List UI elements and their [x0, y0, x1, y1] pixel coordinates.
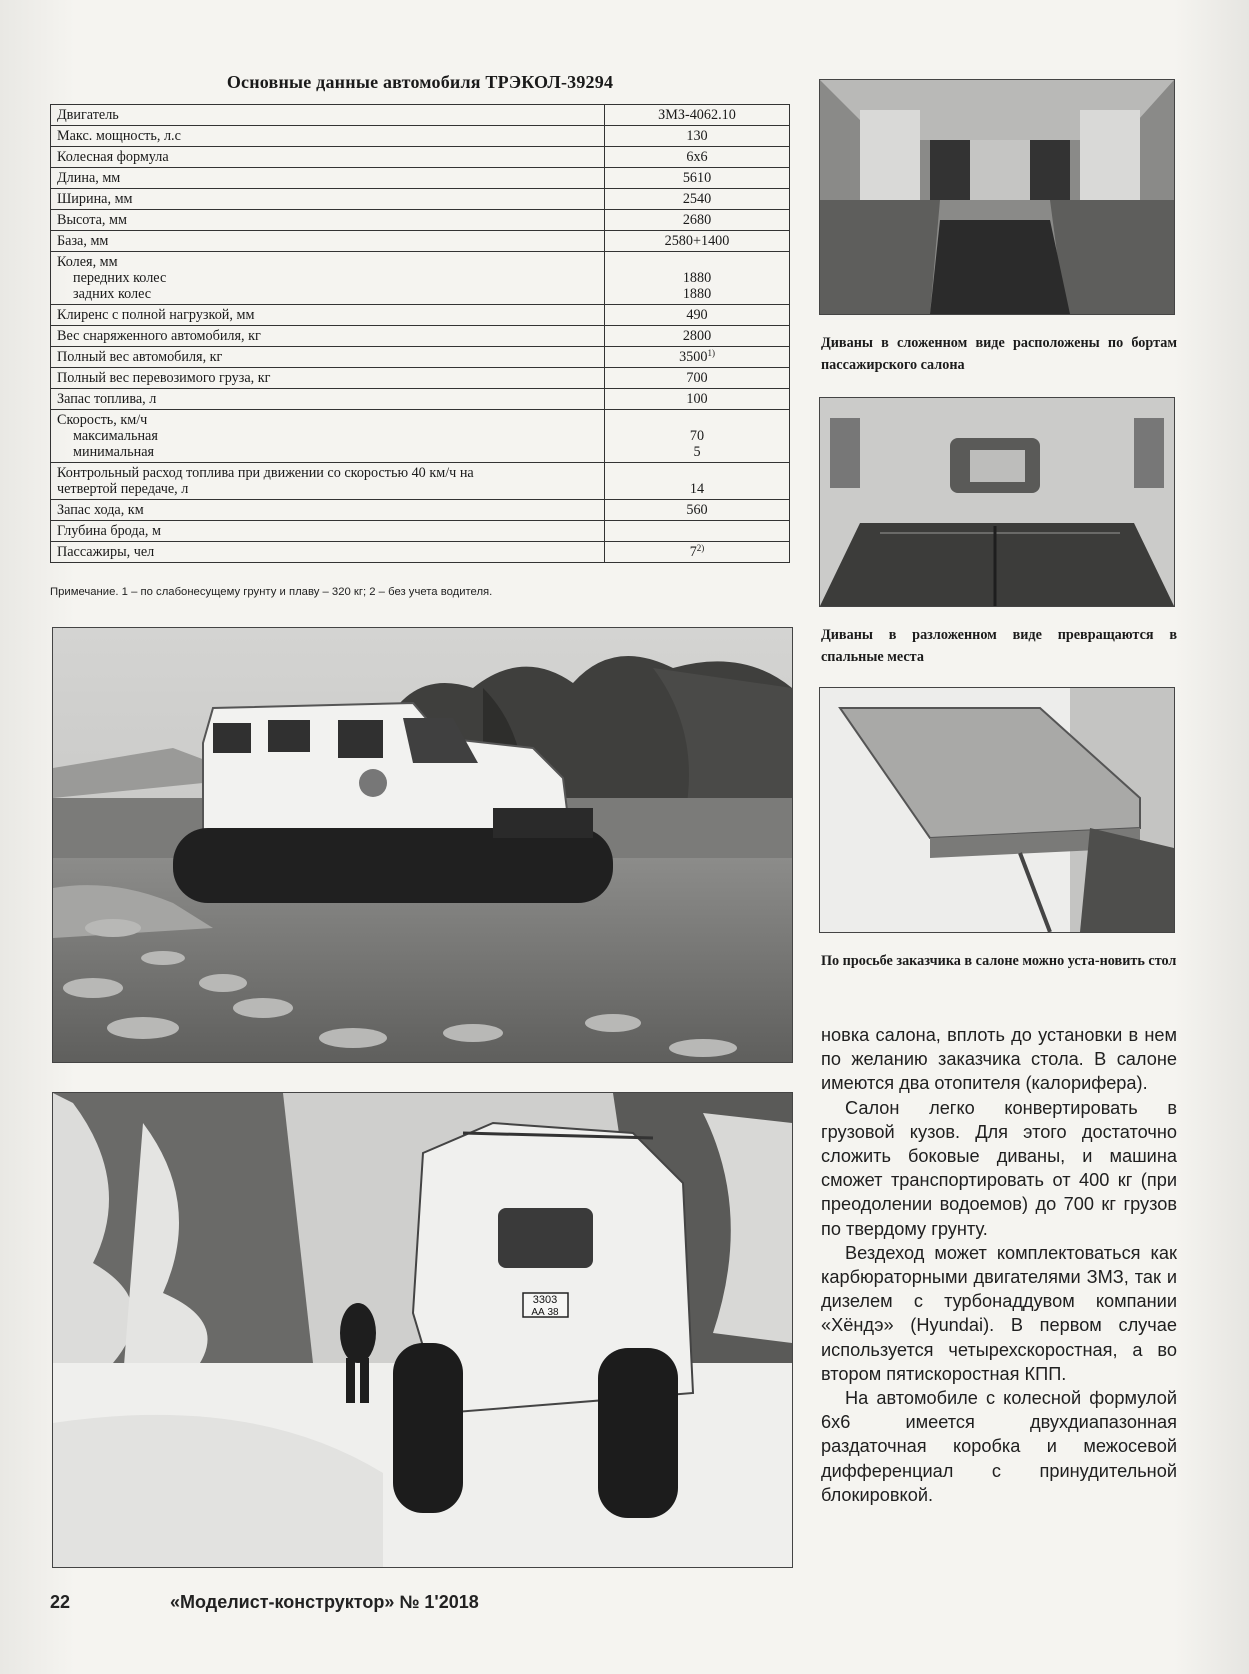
row-label-line: Контрольный расход топлива при движении со скоростью 40 км/ч на: [57, 465, 474, 481]
caption-sofas-folded: Диваны в сложенном виде расположены по бортам пассажирского салона: [821, 335, 1177, 373]
row-value: 100: [605, 389, 790, 410]
row-value: [605, 410, 790, 463]
interior-sofas-folded-photo: [819, 79, 1175, 315]
table-title: Основные данные автомобиля ТРЭКОЛ-39294: [226, 72, 614, 92]
table-row: [51, 231, 790, 252]
row-sublabel: минимальная: [73, 444, 155, 460]
table-row: [51, 147, 790, 168]
spec-table: [50, 104, 790, 563]
plate-number-bottom: АА 38: [531, 1307, 559, 1318]
value-text: 3500: [679, 349, 708, 365]
row-value: 2580+1400: [605, 231, 790, 252]
table-row: [51, 542, 790, 563]
row-label: Глубина брода, м: [51, 521, 605, 542]
table-row: [51, 210, 790, 231]
row-value: 130: [605, 126, 790, 147]
snow-vehicle-photo: [52, 1092, 793, 1568]
row-sublabel: максимальная: [73, 428, 158, 444]
row-label: Двигатель: [51, 105, 605, 126]
paragraph: Салон легко конвертировать в грузовой кузов. Для этого достаточно сложить боковые диваны, и машина сможет транспортировать от 400 кг (при преодолении водоемов) до 700 кг грузов по твердому грунту.: [821, 1097, 1177, 1239]
row-value: 6х6: [605, 147, 790, 168]
table-note: Примечание. 1 – по слабонесущему грунту и плаву – 320 кг; 2 – без учета водителя.: [50, 586, 493, 598]
row-label: [51, 463, 605, 500]
row-label: База, мм: [51, 231, 605, 252]
river-vehicle-photo: [52, 627, 793, 1063]
row-sublabel: задних колес: [73, 286, 152, 302]
row-label: Полный вес перевозимого груза, кг: [51, 368, 605, 389]
row-label: Высота, мм: [51, 210, 605, 231]
row-value: 5610: [605, 168, 790, 189]
interior-sofas-unfolded-photo: [819, 397, 1175, 607]
row-value: 2800: [605, 326, 790, 347]
row-value: 2540: [605, 189, 790, 210]
caption-sofas-unfolded: Диваны в разложенном виде превращаются в спальные места: [821, 627, 1177, 665]
paragraph: Вездеход может комплектоваться как карбюраторными двигателями ЗМЗ, так и дизелем с турбонаддувом компании «Хёндэ» (Hyundai). В первом случае используется четырехскоростная, а во втором пятискоростная КПП.: [821, 1242, 1177, 1384]
paragraph: новка салона, вплоть до установки в нем по желанию заказчика стола. В салоне имеются два отопителя (калорифера).: [821, 1025, 1177, 1094]
row-value: [605, 347, 790, 368]
table-row: [51, 126, 790, 147]
paragraph: На автомобиле с колесной формулой 6х6 имеется двухдиапазонная раздаточная коробка и межосевой дифференциал с принудительной блокировкой.: [821, 1388, 1177, 1505]
article-text: [821, 1023, 1177, 1507]
row-value: ЗМЗ-4062.10: [605, 105, 790, 126]
row-label: Клиренс с полной нагрузкой, мм: [51, 305, 605, 326]
table-row: [51, 410, 790, 463]
row-value: 700: [605, 368, 790, 389]
row-label: Запас топлива, л: [51, 389, 605, 410]
footnote-mark: 2): [696, 543, 705, 553]
row-label-main: Скорость, км/ч: [57, 412, 148, 428]
row-label: [51, 410, 605, 463]
row-subvalue: 1880: [682, 286, 712, 302]
table-row: [51, 500, 790, 521]
row-value: [605, 252, 790, 305]
row-label: Запас хода, км: [51, 500, 605, 521]
row-label: Колесная формула: [51, 147, 605, 168]
value-text: 7: [689, 544, 697, 560]
interior-table-photo: [819, 687, 1175, 933]
row-sublabel: передних колес: [73, 270, 167, 286]
row-value: 2680: [605, 210, 790, 231]
row-subvalue: 70: [689, 428, 705, 444]
footnote-mark: 1): [707, 348, 715, 358]
table-row: [51, 305, 790, 326]
row-label: Ширина, мм: [51, 189, 605, 210]
row-label: Длина, мм: [51, 168, 605, 189]
table-row: [51, 347, 790, 368]
row-value: 490: [605, 305, 790, 326]
table-row: [51, 326, 790, 347]
table-row: [51, 463, 790, 500]
caption-table-option: По просьбе заказчика в салоне можно уста-новить стол: [821, 953, 1177, 969]
row-value: [605, 542, 790, 563]
plate-number-top: 3303: [532, 1294, 558, 1306]
table-row: [51, 105, 790, 126]
row-label: Макс. мощность, л.с: [51, 126, 605, 147]
row-label: [51, 252, 605, 305]
row-label-main: Колея, мм: [57, 254, 118, 270]
magazine-name: «Моделист-конструктор» № 1'2018: [170, 1592, 479, 1612]
row-label-line: четвертой передаче, л: [57, 481, 189, 497]
row-value: 14: [605, 463, 790, 500]
row-value: [605, 521, 790, 542]
table-row: [51, 521, 790, 542]
table-row: [51, 389, 790, 410]
table-row: [51, 252, 790, 305]
row-subvalue: 5: [693, 444, 701, 460]
table-row: [51, 368, 790, 389]
table-row: [51, 189, 790, 210]
row-label: Пассажиры, чел: [51, 542, 605, 563]
row-subvalue: 1880: [682, 270, 712, 286]
row-label: Полный вес автомобиля, кг: [51, 347, 605, 368]
row-value: 560: [605, 500, 790, 521]
page-number: 22: [50, 1592, 71, 1612]
row-label: Вес снаряженного автомобиля, кг: [51, 326, 605, 347]
table-row: [51, 168, 790, 189]
